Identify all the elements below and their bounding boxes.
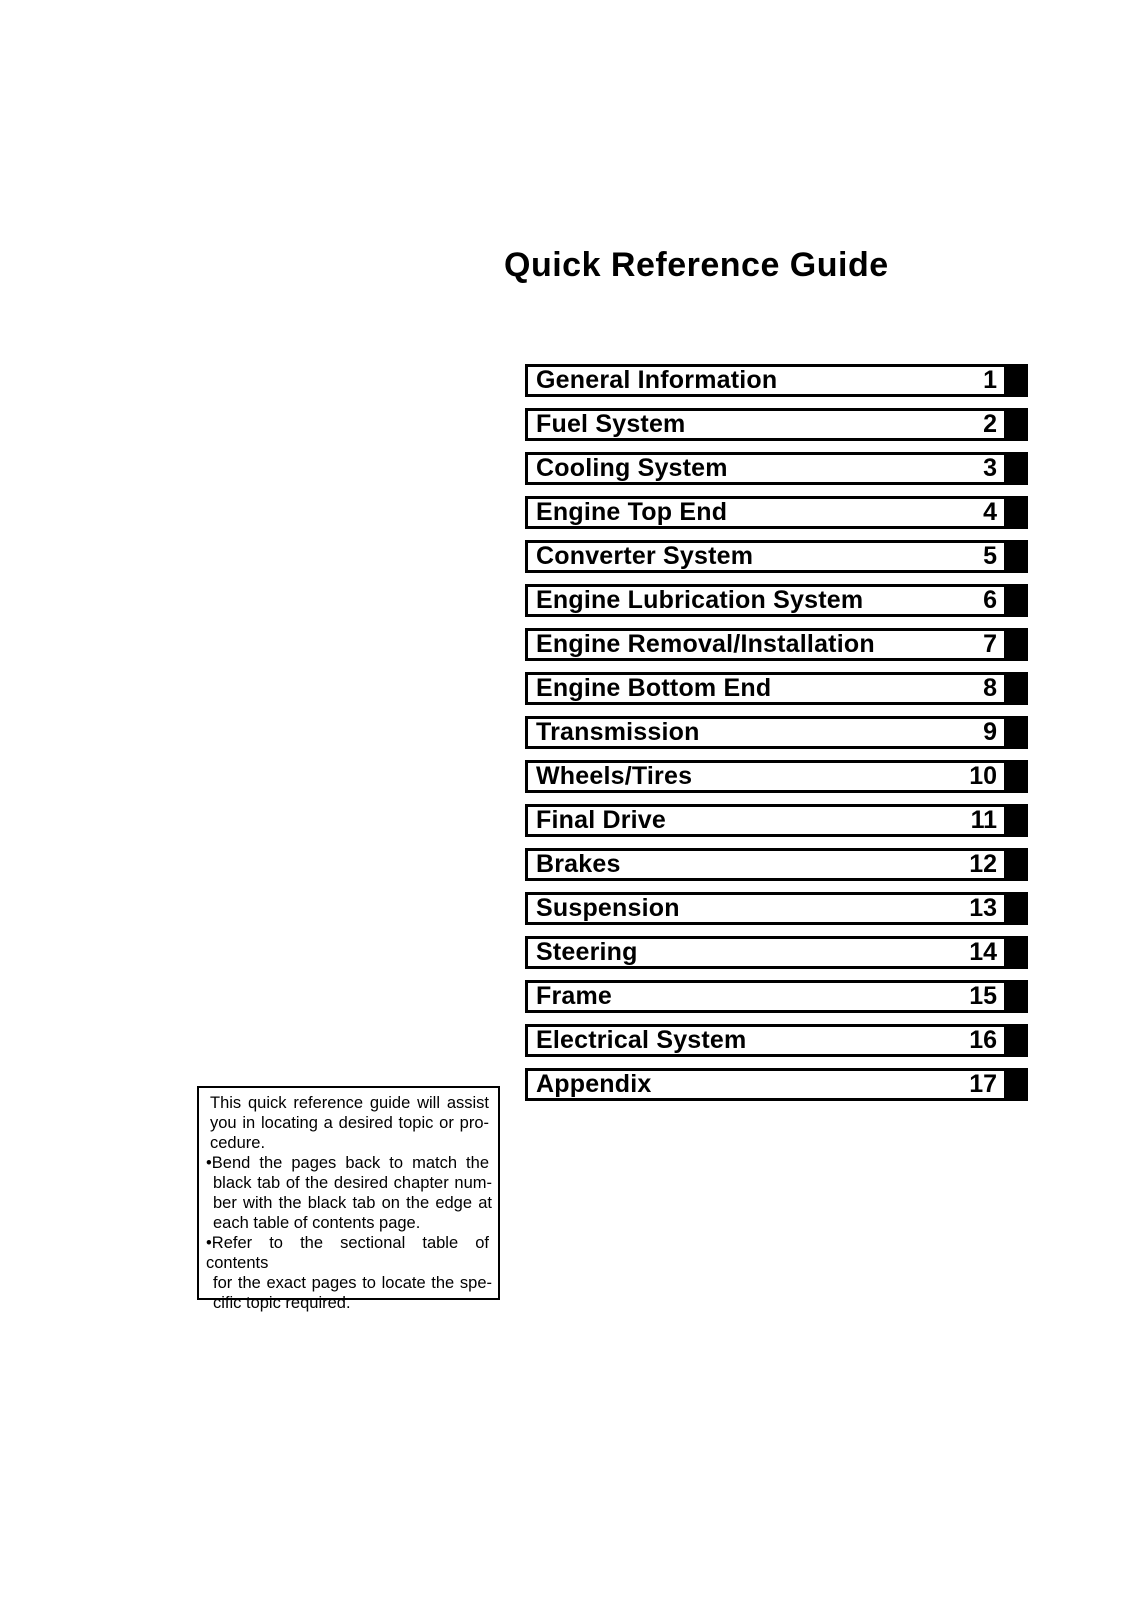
chapter-label: Engine Top End [536, 498, 728, 526]
chapter-row-appendix [525, 1068, 1028, 1101]
chapter-label: Frame [536, 982, 613, 1010]
chapter-number: 8 [983, 674, 997, 702]
chapter-number: 3 [983, 454, 997, 482]
note-line: This quick reference guide will assist [210, 1094, 489, 1112]
chapter-box [525, 892, 1007, 925]
chapter-row-converter-system [525, 540, 1028, 573]
chapter-label: Suspension [536, 894, 680, 922]
chapter-row-general-information [525, 364, 1028, 397]
chapter-row-wheels-tires [525, 760, 1028, 793]
chapter-row-electrical-system [525, 1024, 1028, 1057]
chapter-tab-marker [1007, 804, 1028, 837]
chapter-box [525, 584, 1007, 617]
chapter-box [525, 760, 1007, 793]
chapter-row-engine-top-end [525, 496, 1028, 529]
chapter-row-fuel-system [525, 408, 1028, 441]
chapter-tab-marker [1007, 628, 1028, 661]
chapter-list [525, 364, 1028, 1112]
chapter-number: 16 [969, 1026, 997, 1054]
chapter-number: 12 [969, 850, 997, 878]
chapter-tab-marker [1007, 496, 1028, 529]
chapter-tab-marker [1007, 936, 1028, 969]
chapter-number: 11 [970, 806, 997, 834]
note-line: •Refer to the sectional table of contents [206, 1234, 489, 1272]
chapter-tab-marker [1007, 980, 1028, 1013]
chapter-label: Steering [536, 938, 638, 966]
chapter-label: Final Drive [536, 806, 667, 834]
chapter-tab-marker [1007, 1068, 1028, 1101]
chapter-row-engine-removal-installation [525, 628, 1028, 661]
chapter-number: 13 [969, 894, 997, 922]
chapter-number: 6 [983, 586, 997, 614]
note-line: each table of contents page. [213, 1214, 421, 1232]
chapter-box [525, 804, 1007, 837]
chapter-box [525, 496, 1007, 529]
chapter-row-engine-lubrication-system [525, 584, 1028, 617]
chapter-box [525, 408, 1007, 441]
chapter-label: Engine Bottom End [536, 674, 772, 702]
chapter-box [525, 1024, 1007, 1057]
chapter-number: 2 [983, 410, 997, 438]
chapter-number: 15 [969, 982, 997, 1010]
chapter-box [525, 1068, 1007, 1101]
chapter-box [525, 628, 1007, 661]
chapter-number: 5 [983, 542, 997, 570]
chapter-tab-marker [1007, 716, 1028, 749]
chapter-box [525, 452, 1007, 485]
chapter-label: General Information [536, 366, 778, 394]
chapter-label: Transmission [536, 718, 700, 746]
chapter-row-cooling-system [525, 452, 1028, 485]
chapter-number: 14 [969, 938, 997, 966]
note-line: you in locating a desired topic or pro- [210, 1114, 489, 1132]
chapter-number: 1 [983, 366, 997, 394]
chapter-row-suspension [525, 892, 1028, 925]
chapter-tab-marker [1007, 452, 1028, 485]
chapter-number: 10 [969, 762, 997, 790]
chapter-label: Engine Removal/Installation [536, 630, 875, 658]
chapter-tab-marker [1007, 408, 1028, 441]
chapter-number: 9 [983, 718, 997, 746]
chapter-tab-marker [1007, 1024, 1028, 1057]
chapter-label: Engine Lubrication System [536, 586, 864, 614]
chapter-tab-marker [1007, 848, 1028, 881]
chapter-tab-marker [1007, 540, 1028, 573]
chapter-label: Fuel System [536, 410, 686, 438]
note-line: ber with the black tab on the edge at [213, 1194, 492, 1212]
chapter-label: Appendix [536, 1070, 652, 1098]
chapter-row-transmission [525, 716, 1028, 749]
chapter-label: Brakes [536, 850, 621, 878]
chapter-label: Cooling System [536, 454, 728, 482]
chapter-number: 7 [983, 630, 997, 658]
chapter-label: Wheels/Tires [536, 762, 693, 790]
chapter-tab-marker [1007, 584, 1028, 617]
note-line: black tab of the desired chapter num- [213, 1174, 492, 1192]
note-line: for the exact pages to locate the spe- [213, 1274, 492, 1292]
chapter-box [525, 672, 1007, 705]
chapter-label: Electrical System [536, 1026, 747, 1054]
chapter-row-frame [525, 980, 1028, 1013]
chapter-row-engine-bottom-end [525, 672, 1028, 705]
note-line: cedure. [210, 1134, 266, 1152]
chapter-box [525, 716, 1007, 749]
chapter-box [525, 364, 1007, 397]
chapter-box [525, 936, 1007, 969]
chapter-tab-marker [1007, 364, 1028, 397]
chapter-row-final-drive [525, 804, 1028, 837]
chapter-row-steering [525, 936, 1028, 969]
chapter-box [525, 848, 1007, 881]
chapter-number: 17 [969, 1070, 997, 1098]
note-line: •Bend the pages back to match the [206, 1154, 489, 1172]
chapter-box [525, 540, 1007, 573]
chapter-tab-marker [1007, 760, 1028, 793]
page-title: Quick Reference Guide [504, 246, 889, 284]
chapter-label: Converter System [536, 542, 754, 570]
chapter-row-brakes [525, 848, 1028, 881]
chapter-tab-marker [1007, 672, 1028, 705]
chapter-tab-marker [1007, 892, 1028, 925]
chapter-number: 4 [983, 498, 997, 526]
note-line: cific topic required. [213, 1294, 351, 1312]
chapter-box [525, 980, 1007, 1013]
note-box [197, 1086, 500, 1312]
